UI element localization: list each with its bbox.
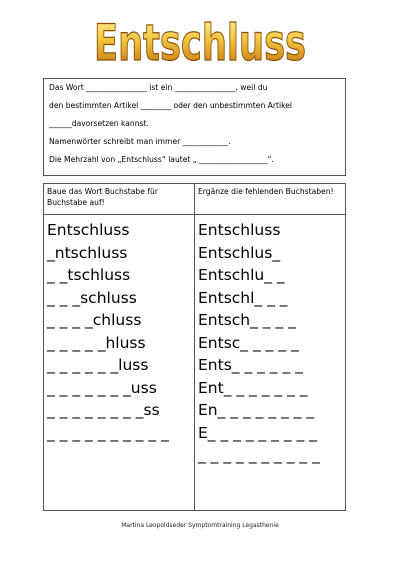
instruction-line-5: Die Mehrzahl von „Entschluss“ lautet „ __________________“. <box>49 155 274 164</box>
page-title: Entschluss <box>94 14 306 66</box>
word-row: Entschluss <box>47 221 130 239</box>
word-row: Ents_ _ _ _ _ _ <box>198 356 303 374</box>
title-wordart <box>0 8 400 66</box>
right-column <box>195 215 346 511</box>
word-row: _ _ _ _ _ _ _ _ss <box>47 401 160 419</box>
left-column <box>44 215 195 511</box>
word-row: E_ _ _ _ _ _ _ _ _ <box>198 423 317 442</box>
instruction-line-1: Das Wort ________________ ist ein ________________, weil du <box>49 83 268 92</box>
right-column-header: Ergänze die fehlenden Buchstaben! <box>195 184 346 215</box>
word-row: _ntschluss <box>47 243 128 262</box>
instruction-line-2: den bestimmten Artikel ________ oder den unbestimmten Artikel <box>49 101 292 110</box>
left-column-header: Baue das Wort Buchstabe für Buchstabe auf! <box>44 184 195 215</box>
word-row: Entsc_ _ _ _ _ <box>198 333 299 352</box>
word-row: _ _ _ _chluss <box>47 311 142 329</box>
word-row: Entschlu_ _ <box>198 266 285 284</box>
word-row: Entschlus_ <box>198 243 281 262</box>
word-row: _ _ _schluss <box>47 288 137 307</box>
word-row: _ _ _ _ _hluss <box>47 333 146 352</box>
instruction-line-3: ______davorsetzen kannst. <box>49 119 149 128</box>
title-svg <box>0 8 400 66</box>
instruction-line-4: Namenwörter schreibt man immer ____________. <box>49 137 231 146</box>
word-row: Entschl_ _ _ <box>198 288 288 307</box>
word-row: Entschluss <box>198 221 281 239</box>
footer-credit: Martina Leopoldseder Symptomtraining Legasthenie <box>121 522 279 529</box>
word-row: _ _ _ _ _ _ _ _ _ _ <box>198 446 320 464</box>
word-row: Entsch_ _ _ _ <box>198 311 296 329</box>
exercise-table <box>43 183 346 511</box>
word-row: _ _ _ _ _ _luss <box>47 356 149 374</box>
word-row: Ent_ _ _ _ _ _ _ <box>198 378 308 397</box>
word-row: _ _tschluss <box>47 266 131 284</box>
word-row: _ _ _ _ _ _ _ _ _ _ <box>47 423 169 442</box>
word-row: _ _ _ _ _ _ _uss <box>47 378 157 397</box>
instructions-box <box>43 78 346 176</box>
word-row: En_ _ _ _ _ _ _ _ <box>198 401 315 419</box>
